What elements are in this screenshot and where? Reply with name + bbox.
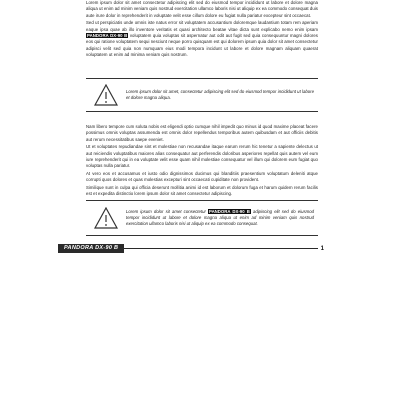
- footer-rule: [124, 248, 317, 249]
- note-2-text-after: adipiscing elit sed do eiusmod tempor incididunt ut labore et dolore magna aliqua ut enim ad minim veniam quis nostrud exercitation ullamco laboris nisi ut aliquip ex ea commodo consequat.: [126, 208, 315, 227]
- warning-triangle-icon: [86, 81, 126, 109]
- note-box-2: [86, 200, 318, 236]
- paragraph-2-text: Sed ut perspiciatis unde omnis iste natus error sit voluptatem accusantium doloremque laudantium totam rem aperiam eaque ipsa quae ab illo inventore veritatis et quasi architecto beatae vitae dicta sunt explicabo nemo enim ipsam: [86, 20, 318, 32]
- paragraph-1-text: Lorem ipsum dolor sit amet consectetur adipiscing elit sed do eiusmod tempor incididunt ut labore et dolore magna aliqua ut enim ad minim veniam quis nostrud exercitation ullamco laboris nisi ut aliquip ex ea commodo consequat duis aute irure dolor in reprehenderit in voluptate velit esse cillum dolore eu fugiat nulla pariatur excepteur sint occaecat.: [86, 0, 318, 18]
- note-2-text-before: Lorem ipsum dolor sit amet consectetur: [126, 208, 206, 214]
- text-block-top: [86, 0, 318, 59]
- page-number: 1: [320, 245, 324, 252]
- paragraph-1: [86, 0, 318, 19]
- warning-triangle-icon-2: [86, 204, 126, 232]
- paragraph-6: Similique sunt in culpa qui officia deserunt mollitia animi id est laborum et dolorum fuga et harum quidem rerum facilis est et expedita distinctio lorem ipsum dolor sit amet consectetur adipiscing.: [86, 184, 318, 197]
- brand-highlight: PANDORA DX-90 B: [87, 33, 128, 39]
- paragraph-3: Nam libero tempore cum soluta nobis est eligendi optio cumque nihil impedit quo minus id quod maxime placeat facere possimus omnis voluptas assumenda est omnis dolor repellendus temporibus autem quibusdam et aut officiis debitis aut rerum necessitatibus saepe eveniet.: [86, 124, 318, 142]
- footer-label: PANDORA DX-90 B: [58, 244, 124, 253]
- page-footer: [58, 244, 324, 253]
- note-1-text: Lorem ipsum dolor sit amet, consectetur adipiscing elit sed do eiusmod tempor incididunt ut labore et dolore magna aliqua.: [126, 88, 314, 100]
- paragraph-5: At vero eos et accusamus et iusto odio dignissimos ducimus qui blanditiis praesentium voluptatum deleniti atque corrupti quos dolores et quas molestias excepturi sint occaecati cupiditate non provident.: [86, 170, 318, 183]
- paragraph-2-text-cont: voluptatem quia voluptas sit aspernatur aut odit aut fugit sed quia consequuntur magni dolores eos qui ratione voluptatem sequi nesciunt neque porro quisquam est qui dolorem ipsum quia dolor sit amet consectetur adipisci velit sed quia non numquam eius modi tempora incidunt ut labore et dolore magnam aliquam quaerat voluptatem ut enim ad minima veniam quis nostrum.: [86, 33, 318, 58]
- note-2-brand-highlight: PANDORA DX-90 B: [209, 208, 250, 214]
- note-box-1: [86, 78, 318, 112]
- paragraph-4: Ut et voluptates repudiandae sint et molestiae non recusandae itaque earum rerum hic tenetur a sapiente delectus ut aut reiciendis voluptatibus maiores alias consequatur aut perferendis doloribus asperiores repellat quis autem vel eum iure reprehenderit qui in ea voluptate velit esse quam nihil molestiae consequatur vel illum qui dolorem eum fugiat quo voluptas nulla pariatur.: [86, 144, 318, 169]
- text-block-middle: [86, 124, 318, 197]
- note-2-text: [126, 209, 318, 228]
- paragraph-2: [86, 20, 318, 58]
